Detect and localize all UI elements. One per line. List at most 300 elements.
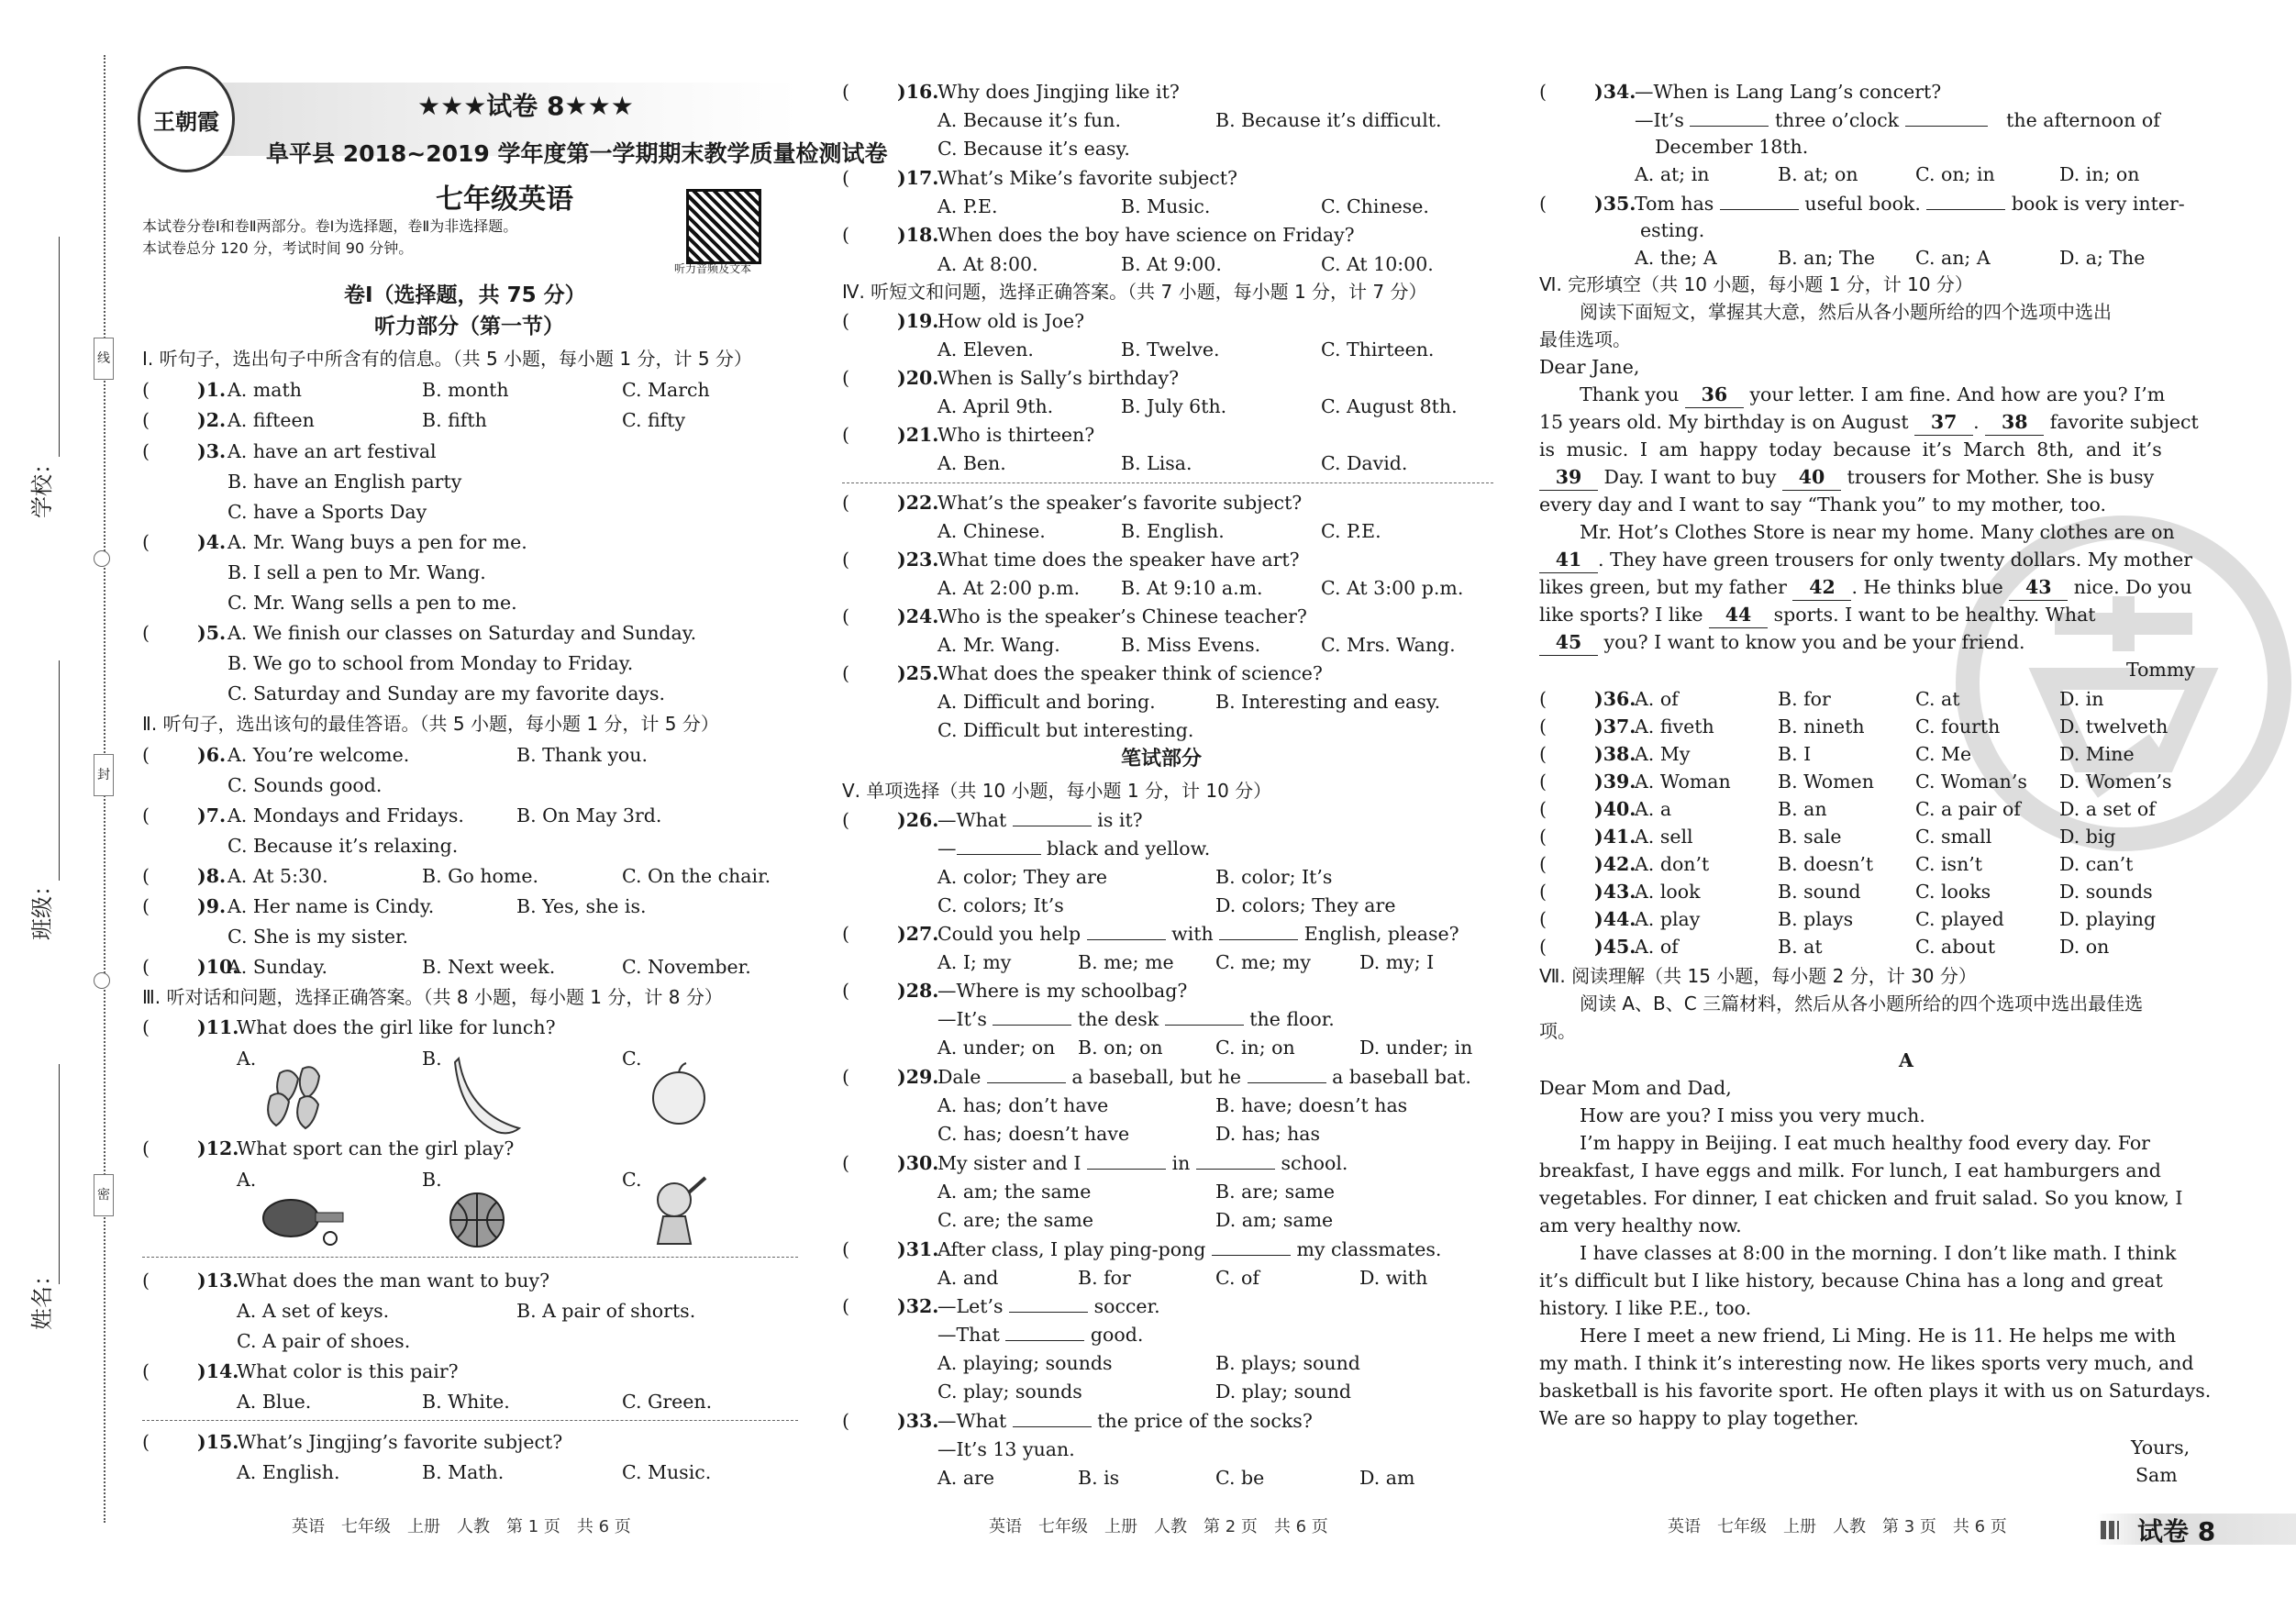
- logo-text: 王朝霞: [153, 108, 219, 135]
- answer-paren[interactable]: (: [842, 424, 849, 446]
- question-number: )28.: [897, 980, 939, 1002]
- answer-paren[interactable]: (: [842, 980, 849, 1002]
- option-a[interactable]: A. math: [227, 379, 302, 401]
- option-a[interactable]: A. fifteen: [227, 409, 315, 431]
- option-c[interactable]: C. about: [1915, 936, 1996, 958]
- cloze-line: like sports? I like 44 sports. I want to be healthy. What: [1539, 602, 2096, 628]
- option-a[interactable]: A. Mr. Wang.: [937, 634, 1060, 656]
- passage-a-line: Here I meet a new friend, Li Ming. He is 11. He helps me with: [1580, 1325, 2177, 1347]
- option-b[interactable]: B. I: [1778, 743, 1812, 765]
- option-a[interactable]: A. color; They are: [937, 866, 1108, 888]
- option-d[interactable]: D. under; in: [1359, 1037, 1473, 1059]
- answer-paren[interactable]: (: [842, 167, 849, 189]
- option-a[interactable]: A. fiveth: [1635, 715, 1714, 738]
- answer-paren[interactable]: (: [842, 549, 849, 571]
- exam-note-1: 本试卷分卷Ⅰ和卷Ⅱ两部分。卷Ⅰ为选择题，卷Ⅱ为非选择题。: [142, 217, 518, 235]
- answer-paren[interactable]: (: [842, 1066, 849, 1088]
- divider: [842, 482, 1493, 483]
- question-number: )12.: [197, 1137, 239, 1159]
- option-a[interactable]: A. Because it’s fun.: [937, 109, 1121, 131]
- option-b[interactable]: B. month: [422, 379, 509, 401]
- strawberries-icon[interactable]: [261, 1055, 335, 1137]
- option-d[interactable]: D. playing: [2059, 908, 2157, 930]
- cloze-line: Mr. Hot’s Clothes Store is near my home. Many clothes are on: [1580, 521, 2175, 543]
- option-a[interactable]: A. are: [937, 1467, 994, 1489]
- question-text: What color is this pair?: [237, 1360, 459, 1382]
- option-d[interactable]: D. on: [2059, 936, 2110, 958]
- option-b[interactable]: B. At 9:10 a.m.: [1121, 577, 1263, 599]
- cloze-greeting: Dear Jane,: [1539, 356, 1640, 378]
- option-a[interactable]: A. don’t: [1635, 853, 1710, 875]
- option-c[interactable]: C. small: [1915, 826, 1992, 848]
- answer-paren[interactable]: (: [1539, 908, 1547, 930]
- answer-paren[interactable]: (: [842, 81, 849, 103]
- answer-paren[interactable]: (: [1539, 771, 1547, 793]
- option-d[interactable]: D. can’t: [2059, 853, 2134, 875]
- answer-paren[interactable]: (: [142, 804, 150, 826]
- apple-icon[interactable]: [647, 1059, 711, 1128]
- answer-paren[interactable]: (: [842, 1295, 849, 1317]
- banana-icon[interactable]: [449, 1053, 523, 1136]
- option-c[interactable]: C. isn’t: [1915, 853, 1983, 875]
- answer-paren[interactable]: (: [1539, 881, 1547, 903]
- option-a[interactable]: A. My: [1635, 743, 1691, 765]
- juan1-heading: 卷Ⅰ（选择题，共 75 分）: [344, 283, 586, 307]
- qr-code[interactable]: [686, 189, 761, 264]
- question-number: )42.: [1594, 853, 1636, 875]
- option-c[interactable]: C. on; in: [1915, 163, 1995, 185]
- option-a[interactable]: A. look: [1635, 881, 1701, 903]
- option-c[interactable]: C. March: [622, 379, 710, 401]
- option-c[interactable]: C. She is my sister.: [227, 926, 409, 948]
- option-d[interactable]: D. Mine: [2059, 743, 2135, 765]
- option-a[interactable]: A. You’re welcome.: [227, 744, 410, 766]
- option-c[interactable]: C. be: [1215, 1467, 1265, 1489]
- section-4-heading: Ⅳ. 听短文和问题，选择正确答案。（共 7 小题，每小题 1 分，计 7 分）: [842, 281, 1427, 303]
- question-number: )10.: [197, 956, 239, 978]
- name-field[interactable]: [59, 1064, 60, 1284]
- answer-paren[interactable]: (: [142, 379, 150, 401]
- section-6-instructions: 阅读下面短文，掌握其大意，然后从各小题所给的四个选项中选出: [1580, 301, 2112, 323]
- question-number: )24.: [897, 605, 939, 627]
- cloze-signature: Tommy: [2126, 659, 2195, 681]
- option-c[interactable]: C. looks: [1915, 881, 1991, 903]
- option-a[interactable]: A. Ben.: [937, 452, 1006, 474]
- answer-paren[interactable]: (: [142, 1016, 150, 1038]
- question-number: )16.: [897, 81, 939, 103]
- option-b[interactable]: B. an; The: [1778, 247, 1875, 269]
- option-b[interactable]: B. We go to school from Monday to Friday.: [227, 652, 634, 674]
- section-6-instructions-cont: 最佳选项。: [1539, 328, 1631, 350]
- option-c[interactable]: C. David.: [1321, 452, 1408, 474]
- divider: [142, 1257, 798, 1258]
- option-c[interactable]: C. a pair of: [1915, 798, 2021, 820]
- option-b[interactable]: B. A pair of shorts.: [516, 1300, 696, 1322]
- class-label: 班级：: [29, 874, 55, 940]
- option-c[interactable]: C. Mrs. Wang.: [1321, 634, 1456, 656]
- question-number: )2.: [197, 409, 227, 431]
- question-text: —Let’s soccer.: [937, 1295, 1160, 1317]
- option-c[interactable]: C. colors; It’s: [937, 894, 1064, 916]
- option-a[interactable]: A. under; on: [937, 1037, 1056, 1059]
- option-b[interactable]: B. Miss Evens.: [1121, 634, 1261, 656]
- option-c[interactable]: C. August 8th.: [1321, 395, 1458, 417]
- option-b[interactable]: B. on; on: [1078, 1037, 1163, 1059]
- option-b[interactable]: B. Thank you.: [516, 744, 648, 766]
- question-text: Who is thirteen?: [937, 424, 1095, 446]
- option-a[interactable]: A. We finish our classes on Saturday and Sunday.: [227, 622, 697, 644]
- corner-squares: [2101, 1521, 2119, 1539]
- answer-paren[interactable]: (: [142, 622, 150, 644]
- option-c[interactable]: C. Me: [1915, 743, 1972, 765]
- cloze-line: 45 you? I want to know you and be your friend.: [1539, 629, 2024, 656]
- option-c[interactable]: C. has; doesn’t have: [937, 1123, 1130, 1145]
- answer-paren[interactable]: (: [842, 310, 849, 332]
- option-a[interactable]: A. have an art festival: [227, 440, 437, 462]
- answer-paren[interactable]: (: [842, 1238, 849, 1260]
- answer-paren[interactable]: (: [1539, 826, 1547, 848]
- answer-paren[interactable]: (: [142, 440, 150, 462]
- question-text: —It’s 13 yuan.: [937, 1438, 1075, 1460]
- option-c[interactable]: C. P.E.: [1321, 520, 1381, 542]
- question-number: )37.: [1594, 715, 1636, 738]
- option-c[interactable]: C. A pair of shoes.: [237, 1330, 411, 1352]
- option-d[interactable]: D. colors; They are: [1215, 894, 1396, 916]
- option-c[interactable]: C. of: [1215, 1267, 1259, 1289]
- option-a[interactable]: A. At 2:00 p.m.: [937, 577, 1081, 599]
- baseball-player-icon[interactable]: [647, 1174, 711, 1252]
- option-b[interactable]: B. plays: [1778, 908, 1854, 930]
- answer-paren[interactable]: (: [842, 492, 849, 514]
- option-c[interactable]: C. Thirteen.: [1321, 338, 1435, 360]
- option-c[interactable]: C.: [622, 1169, 642, 1191]
- question-number: )5.: [197, 622, 227, 644]
- basketball-icon[interactable]: [448, 1191, 506, 1249]
- option-a[interactable]: A. At 5:30.: [227, 865, 328, 887]
- answer-paren[interactable]: (: [142, 865, 150, 887]
- answer-paren[interactable]: (: [1539, 688, 1547, 710]
- option-b[interactable]: B. Music.: [1121, 195, 1211, 217]
- cloze-line: every day and I want to say “Thank you” to my mother, too.: [1539, 494, 2107, 516]
- answer-paren[interactable]: (: [1539, 81, 1547, 103]
- answer-paren[interactable]: (: [842, 605, 849, 627]
- option-b[interactable]: B. Go home.: [422, 865, 538, 887]
- option-c[interactable]: C. fifty: [622, 409, 686, 431]
- option-c[interactable]: C. have a Sports Day: [227, 501, 427, 523]
- answer-paren[interactable]: (: [842, 367, 849, 389]
- question-text: Could you help with English, please?: [937, 923, 1459, 945]
- option-a[interactable]: A. Blue.: [237, 1391, 312, 1413]
- blank-45[interactable]: 45: [1539, 629, 1598, 656]
- answer-paren[interactable]: (: [842, 662, 849, 684]
- subject-title: 七年级英语: [436, 183, 573, 216]
- cloze-line: 39 Day. I want to buy 40 trousers for Mother. She is busy: [1539, 464, 2154, 491]
- answer-paren[interactable]: (: [842, 1410, 849, 1432]
- cloze-line: 15 years old. My birthday is on August 37 . 38 favorite subject: [1539, 409, 2199, 436]
- page-2-footer: 英语 七年级 上册 人教 第 2 页 共 6 页: [989, 1517, 1328, 1536]
- option-b[interactable]: B. sale: [1778, 826, 1842, 848]
- option-a[interactable]: A. play: [1635, 908, 1701, 930]
- blank-39[interactable]: 39: [1539, 464, 1598, 491]
- answer-paren[interactable]: (: [842, 923, 849, 945]
- option-a[interactable]: A.: [237, 1169, 257, 1191]
- option-c[interactable]: C.: [622, 1048, 642, 1070]
- option-b[interactable]: B. have an English party: [227, 471, 462, 493]
- blank-41[interactable]: 41: [1539, 547, 1598, 573]
- option-b[interactable]: B. for: [1078, 1267, 1131, 1289]
- option-a[interactable]: A. has; don’t have: [937, 1094, 1109, 1116]
- option-c[interactable]: C. played: [1915, 908, 2004, 930]
- option-a[interactable]: A. Woman: [1635, 771, 1731, 793]
- option-b[interactable]: B. I sell a pen to Mr. Wang.: [227, 561, 486, 583]
- answer-paren[interactable]: (: [142, 1270, 150, 1292]
- answer-paren[interactable]: (: [1539, 798, 1547, 820]
- answer-paren[interactable]: (: [1539, 936, 1547, 958]
- option-b[interactable]: B. for: [1778, 688, 1831, 710]
- question-text: Dale a baseball, but he a baseball bat.: [937, 1066, 1471, 1088]
- question-number: )4.: [197, 531, 227, 553]
- question-text: Who is the speaker’s Chinese teacher?: [937, 605, 1307, 627]
- section-7-instructions-cont: 项。: [1539, 1020, 1576, 1042]
- option-c[interactable]: C. November.: [622, 956, 751, 978]
- option-a[interactable]: A. Mondays and Fridays.: [227, 804, 464, 826]
- option-d[interactable]: D. a; The: [2059, 247, 2146, 269]
- option-b[interactable]: B. English.: [1121, 520, 1225, 542]
- option-b[interactable]: B. at; on: [1778, 163, 1858, 185]
- option-b[interactable]: B. On May 3rd.: [516, 804, 662, 826]
- option-b[interactable]: B. an: [1778, 798, 1827, 820]
- section-3-heading: Ⅲ. 听对话和问题，选择正确答案。（共 8 小题，每小题 1 分，计 8 分）: [142, 986, 723, 1008]
- option-c[interactable]: C. in; on: [1215, 1037, 1295, 1059]
- answer-paren[interactable]: (: [142, 409, 150, 431]
- answer-paren[interactable]: (: [142, 744, 150, 766]
- answer-paren[interactable]: (: [142, 1360, 150, 1382]
- option-a[interactable]: A. playing; sounds: [937, 1352, 1113, 1374]
- option-a[interactable]: A. at; in: [1635, 163, 1710, 185]
- option-d[interactable]: D. twelveth: [2059, 715, 2168, 738]
- passage-a-line: We are so happy to play together.: [1539, 1407, 1859, 1429]
- option-b[interactable]: B. July 6th.: [1121, 395, 1227, 417]
- question-number: )31.: [897, 1238, 939, 1260]
- option-c[interactable]: C. at: [1915, 688, 1960, 710]
- passage-a-line: my math. I think it’s interesting now. He likes sports very much, and: [1539, 1352, 2194, 1374]
- question-number: )20.: [897, 367, 939, 389]
- option-a[interactable]: A. of: [1635, 936, 1679, 958]
- option-a[interactable]: A. sell: [1635, 826, 1693, 848]
- option-b[interactable]: B. sound: [1778, 881, 1861, 903]
- option-b[interactable]: B.: [422, 1169, 442, 1191]
- option-d[interactable]: D. sounds: [2059, 881, 2153, 903]
- question-text: When does the boy have science on Friday?: [937, 224, 1355, 246]
- option-b[interactable]: B. are; same: [1215, 1181, 1335, 1203]
- question-text: What does the speaker think of science?: [937, 662, 1323, 684]
- option-a[interactable]: A. a: [1635, 798, 1672, 820]
- answer-paren[interactable]: (: [842, 1152, 849, 1174]
- option-c[interactable]: C. an; A: [1915, 247, 1991, 269]
- option-d[interactable]: D. a set of: [2059, 798, 2156, 820]
- option-c[interactable]: C. At 10:00.: [1321, 253, 1434, 275]
- option-c[interactable]: C. are; the same: [937, 1209, 1093, 1231]
- answer-paren[interactable]: (: [1539, 853, 1547, 875]
- option-a[interactable]: A. Chinese.: [937, 520, 1046, 542]
- option-a[interactable]: A. I; my: [937, 951, 1012, 973]
- section-1-heading: Ⅰ. 听句子，选出句子中所含有的信息。（共 5 小题，每小题 1 分，计 5 分）: [142, 348, 752, 370]
- passage-a-line: vegetables. For dinner, I eat chicken and fruit salad. So you know, I: [1539, 1187, 2183, 1209]
- option-b[interactable]: B. Women: [1778, 771, 1874, 793]
- option-d[interactable]: D. in: [2059, 688, 2104, 710]
- option-d[interactable]: D. big: [2059, 826, 2116, 848]
- option-b[interactable]: B.: [422, 1048, 442, 1070]
- answer-paren[interactable]: (: [1539, 743, 1547, 765]
- option-d[interactable]: D. play; sound: [1215, 1381, 1352, 1403]
- passage-a-line: am very healthy now.: [1539, 1214, 1742, 1237]
- option-d[interactable]: D. has; has: [1215, 1123, 1321, 1145]
- question-number: )22.: [897, 492, 939, 514]
- option-c[interactable]: C. Mr. Wang sells a pen to me.: [227, 592, 517, 614]
- option-a[interactable]: A. Her name is Cindy.: [227, 895, 435, 917]
- question-number: )34.: [1594, 81, 1636, 103]
- option-a[interactable]: A. of: [1635, 688, 1679, 710]
- question-number: )13.: [197, 1270, 239, 1292]
- option-b[interactable]: B. color; It’s: [1215, 866, 1333, 888]
- option-b[interactable]: B. At 9:00.: [1121, 253, 1222, 275]
- answer-paren[interactable]: (: [142, 1137, 150, 1159]
- option-b[interactable]: B. me; me: [1078, 951, 1174, 973]
- option-b[interactable]: B. plays; sound: [1215, 1352, 1360, 1374]
- option-b[interactable]: B. is: [1078, 1467, 1120, 1489]
- option-c[interactable]: C. Difficult but interesting.: [937, 719, 1194, 741]
- ping-pong-paddle-icon[interactable]: [259, 1192, 350, 1248]
- blank-43[interactable]: 43: [2009, 574, 2068, 601]
- question-text: —That good.: [937, 1324, 1144, 1346]
- option-b[interactable]: B. at: [1778, 936, 1823, 958]
- section-2-heading: Ⅱ. 听句子，选出该句的最佳答语。（共 5 小题，每小题 1 分，计 5 分）: [142, 713, 719, 735]
- option-b[interactable]: B. White.: [422, 1391, 510, 1413]
- answer-paren[interactable]: (: [842, 224, 849, 246]
- passage-a-line: history. I like P.E., too.: [1539, 1297, 1752, 1319]
- question-number: )21.: [897, 424, 939, 446]
- exam-label: ★★★试卷 8★★★: [417, 91, 634, 121]
- class-field[interactable]: [59, 660, 60, 881]
- option-c[interactable]: C. Sounds good.: [227, 774, 383, 796]
- option-a[interactable]: A. Eleven.: [937, 338, 1034, 360]
- passage-a-line: How are you? I miss you very much.: [1580, 1104, 1925, 1126]
- option-c[interactable]: C. Green.: [622, 1391, 713, 1413]
- question-number: )8.: [197, 865, 227, 887]
- option-b[interactable]: B. Twelve.: [1121, 338, 1220, 360]
- blank-44[interactable]: 44: [1709, 602, 1768, 628]
- question-text: What does the girl like for lunch?: [237, 1016, 556, 1038]
- option-b[interactable]: B. have; doesn’t has: [1215, 1094, 1408, 1116]
- option-d[interactable]: D. in; on: [2059, 163, 2140, 185]
- option-c[interactable]: C. Chinese.: [1321, 195, 1429, 217]
- answer-paren[interactable]: (: [1539, 193, 1547, 215]
- option-c[interactable]: C. Woman’s: [1915, 771, 2027, 793]
- option-b[interactable]: B. Interesting and easy.: [1215, 691, 1441, 713]
- school-field[interactable]: [59, 237, 60, 457]
- option-c[interactable]: C. On the chair.: [622, 865, 771, 887]
- option-a[interactable]: A. P.E.: [937, 195, 998, 217]
- school-label: 学校：: [29, 452, 55, 518]
- question-text: What time does the speaker have art?: [937, 549, 1300, 571]
- option-c[interactable]: C. Saturday and Sunday are my favorite days.: [227, 682, 666, 704]
- option-a[interactable]: A. am; the same: [937, 1181, 1092, 1203]
- blank-42[interactable]: 42: [1792, 574, 1851, 601]
- option-c[interactable]: C. play; sounds: [937, 1381, 1082, 1403]
- blank-40[interactable]: 40: [1782, 464, 1841, 491]
- option-d[interactable]: D. am: [1359, 1467, 1415, 1489]
- exam-title: 阜平县 2018~2019 学年度第一学期期末教学质量检测试卷: [266, 140, 888, 167]
- option-a[interactable]: A. and: [937, 1267, 999, 1289]
- option-d[interactable]: D. Women’s: [2059, 771, 2172, 793]
- written-heading: 笔试部分: [1121, 748, 1203, 771]
- option-c[interactable]: C. At 3:00 p.m.: [1321, 577, 1464, 599]
- question-number: )41.: [1594, 826, 1636, 848]
- option-a[interactable]: A. the; A: [1635, 247, 1717, 269]
- option-a[interactable]: A. Difficult and boring.: [937, 691, 1156, 713]
- option-a[interactable]: A. English.: [237, 1461, 340, 1483]
- option-c[interactable]: C. Because it’s easy.: [937, 138, 1130, 160]
- option-b[interactable]: B. doesn’t: [1778, 853, 1874, 875]
- option-a[interactable]: A.: [237, 1048, 257, 1070]
- option-c[interactable]: C. Music.: [622, 1461, 712, 1483]
- option-a[interactable]: A. At 8:00.: [937, 253, 1038, 275]
- option-d[interactable]: D. with: [1359, 1267, 1428, 1289]
- answer-paren[interactable]: (: [142, 956, 150, 978]
- option-a[interactable]: A. A set of keys.: [237, 1300, 390, 1322]
- option-c[interactable]: C. Because it’s relaxing.: [227, 835, 459, 857]
- option-b[interactable]: B. Next week.: [422, 956, 556, 978]
- question-text: When is Sally’s birthday?: [937, 367, 1180, 389]
- question-number: )1.: [197, 379, 227, 401]
- blank-38[interactable]: 38: [1985, 409, 2044, 436]
- answer-paren[interactable]: (: [142, 1431, 150, 1453]
- option-d[interactable]: D. my; I: [1359, 951, 1435, 973]
- cloze-line: is music. I am happy today because it’s March 8th, and it’s: [1539, 438, 2162, 460]
- answer-paren[interactable]: (: [142, 895, 150, 917]
- question-text: esting.: [1640, 219, 1705, 241]
- option-b[interactable]: B. fifth: [422, 409, 487, 431]
- binding-seal-top: 线: [94, 338, 114, 380]
- question-number: )43.: [1594, 881, 1636, 903]
- blank-36[interactable]: 36: [1685, 382, 1744, 408]
- question-number: )27.: [897, 923, 939, 945]
- question-number: )32.: [897, 1295, 939, 1317]
- option-b[interactable]: B. Math.: [422, 1461, 505, 1483]
- question-number: )14.: [197, 1360, 239, 1382]
- option-b[interactable]: B. Yes, she is.: [516, 895, 647, 917]
- option-a[interactable]: A. April 9th.: [937, 395, 1054, 417]
- option-b[interactable]: B. Lisa.: [1121, 452, 1192, 474]
- option-b[interactable]: B. nineth: [1778, 715, 1865, 738]
- option-b[interactable]: B. Because it’s difficult.: [1215, 109, 1442, 131]
- option-c[interactable]: C. me; my: [1215, 951, 1312, 973]
- question-text: What’s Mike’s favorite subject?: [937, 167, 1237, 189]
- passage-a-line: basketball is his favorite sport. He often plays it with us on Saturdays.: [1539, 1380, 2212, 1402]
- answer-paren[interactable]: (: [842, 809, 849, 831]
- option-c[interactable]: C. fourth: [1915, 715, 2001, 738]
- answer-paren[interactable]: (: [142, 531, 150, 553]
- option-a[interactable]: A. Sunday.: [227, 956, 328, 978]
- option-a[interactable]: A. Mr. Wang buys a pen for me.: [227, 531, 527, 553]
- answer-paren[interactable]: (: [1539, 715, 1547, 738]
- cloze-line: Thank you 36 your letter. I am fine. And how are you? I’m: [1580, 382, 2165, 408]
- option-d[interactable]: D. am; same: [1215, 1209, 1334, 1231]
- question-text: —Where is my schoolbag?: [937, 980, 1188, 1002]
- blank-37[interactable]: 37: [1914, 409, 1973, 436]
- question-text: What does the man want to buy?: [237, 1270, 550, 1292]
- listening-heading: 听力部分（第一节）: [374, 315, 564, 338]
